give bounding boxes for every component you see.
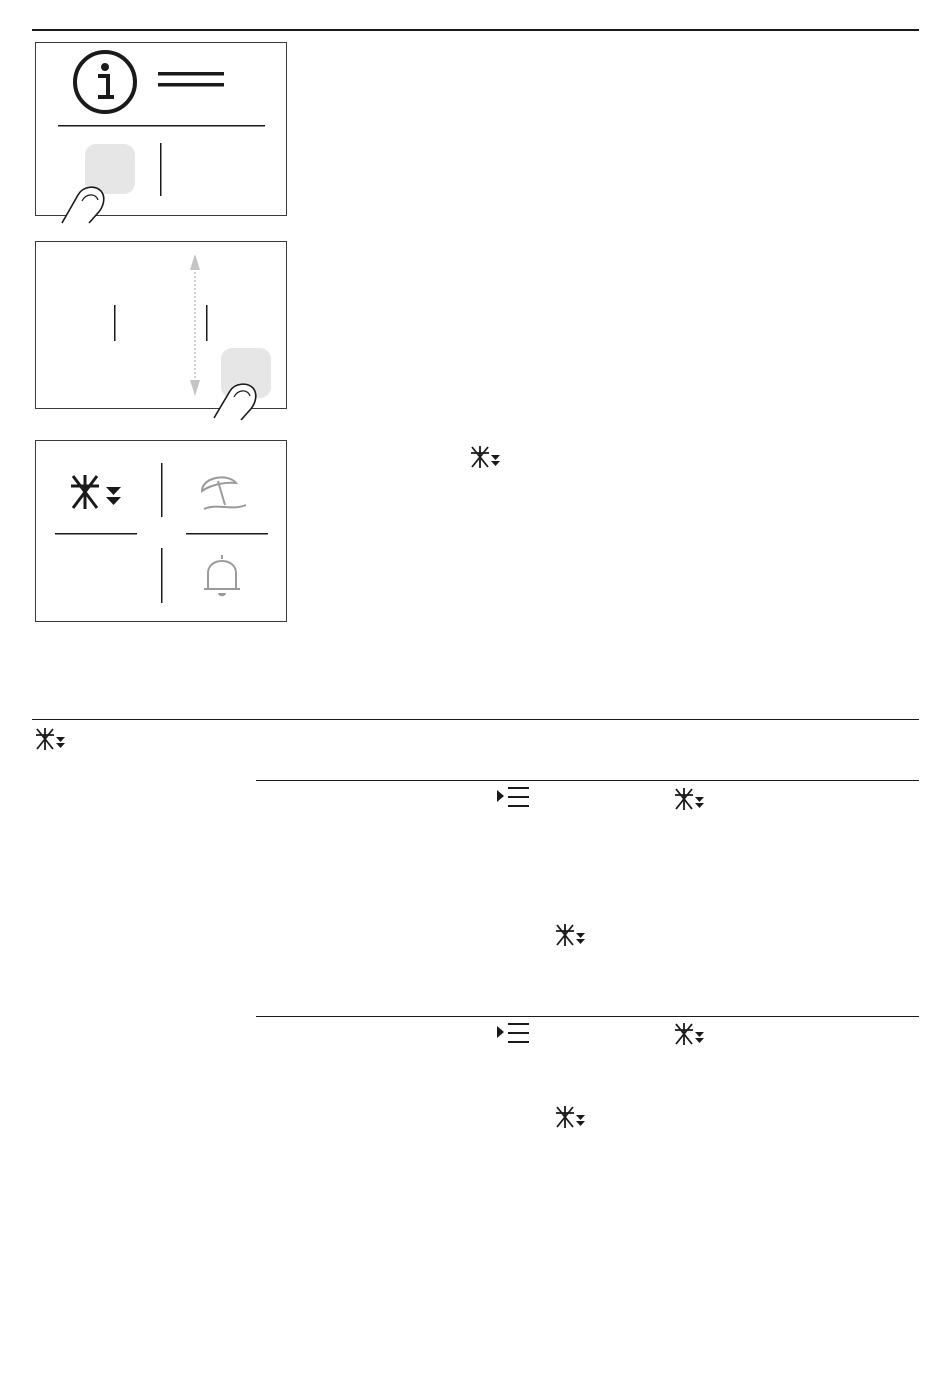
cursor-bar [161, 548, 163, 603]
double-line-icon [158, 72, 224, 87]
menu-list-icon [496, 1022, 530, 1046]
cursor-bar-left [114, 305, 116, 341]
finger-tap-icon [214, 384, 256, 420]
super-freeze-icon [554, 1104, 588, 1130]
panel-divider-right [186, 533, 268, 535]
bell-icon[interactable] [204, 555, 240, 595]
super-freeze-icon[interactable] [71, 475, 121, 509]
holiday-umbrella-icon[interactable] [202, 477, 246, 509]
step-rule-1 [256, 780, 919, 781]
super-freeze-icon [34, 726, 68, 752]
top-rule [32, 29, 919, 31]
section-rule [32, 719, 919, 720]
finger-tap-icon [62, 187, 104, 223]
super-freeze-icon [554, 922, 588, 948]
panel-divider [58, 125, 265, 127]
super-freeze-icon [469, 444, 503, 470]
panel-divider-left [55, 533, 137, 535]
display-panel-info [35, 42, 287, 216]
scroll-arrows-icon [190, 254, 200, 396]
cursor-bar-right [206, 305, 208, 341]
menu-list-icon [496, 786, 530, 810]
step-rule-2 [256, 1016, 919, 1017]
display-panel-scroll [35, 241, 287, 409]
info-circle-icon [75, 52, 135, 112]
cursor-bar [161, 463, 163, 517]
super-freeze-icon [673, 786, 707, 812]
cursor-bar [160, 143, 162, 196]
super-freeze-icon [673, 1021, 707, 1047]
display-panel-functions [35, 440, 287, 622]
